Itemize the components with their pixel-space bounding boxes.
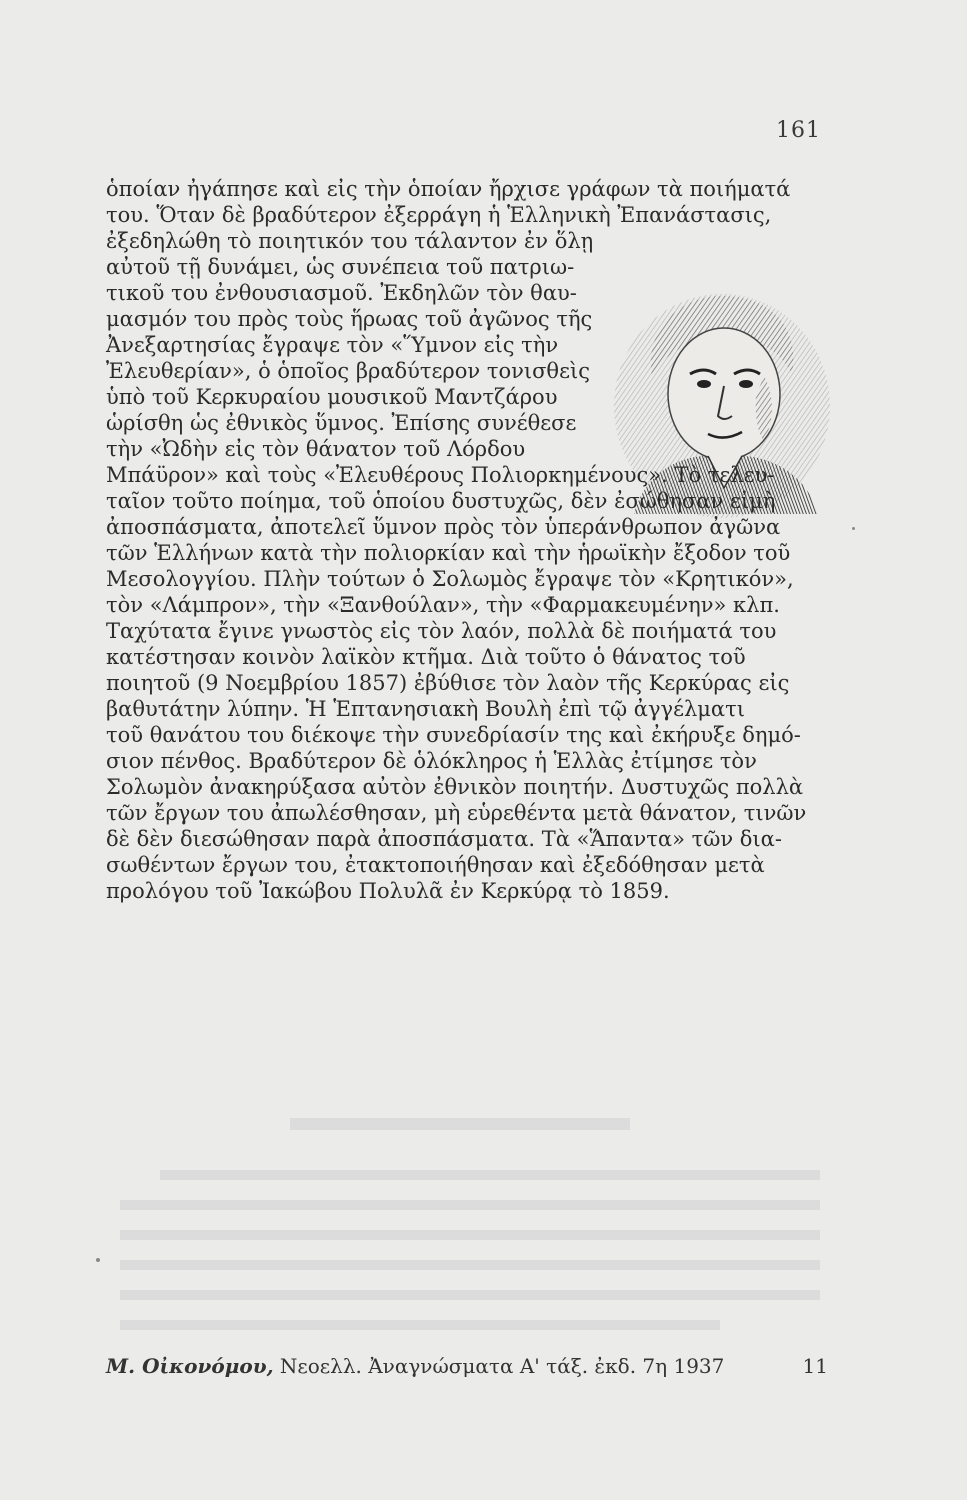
text-line: τῶν ἔργων του ἀπωλέσθησαν, μὴ εὑρεθέντα μετὰ θάνατον, τινῶν xyxy=(106,801,807,825)
text-line: ἀποσπάσματα, ἀποτελεῖ ὕμνον πρὸς τὸν ὑπεράνθρωπον ἀγῶνα xyxy=(106,515,781,539)
text-line: ὡρίσθη ὡς ἐθνικὸς ὕμνος. Ἐπίσης συνέθεσε xyxy=(106,411,577,435)
footer-citation xyxy=(106,1354,724,1378)
signature-number: 11 xyxy=(802,1354,828,1378)
footer-author: Μ. Οἰκονόμου, xyxy=(106,1354,274,1378)
text-line: Ἐλευθερίαν», ὁ ὁποῖος βραδύτερον τονισθεὶς xyxy=(106,359,590,383)
text-line: ἐξεδηλώθη τὸ ποιητικόν του τάλαντον ἐν ὅλῃ xyxy=(106,229,594,253)
text-line: Μεσολογγίου. Πλὴν τούτων ὁ Σολωμὸς ἔγραψε τὸν «Κρητικόν», xyxy=(106,567,794,591)
text-line: Σολωμὸν ἀνακηρύξασα αὐτὸν ἐθνικὸν ποιητήν. Δυστυχῶς πολλὰ xyxy=(106,775,804,799)
paragraph xyxy=(106,176,828,904)
paper-speck xyxy=(96,1258,100,1262)
text-line: ὑπὸ τοῦ Κερκυραίου μουσικοῦ Μαντζάρου xyxy=(106,385,558,409)
paper-speck xyxy=(852,527,855,530)
text-line: Μπάϋρον» καὶ τοὺς «Ἐλευθέρους Πολιορκημένους». Τὸ τελευ- xyxy=(106,463,775,487)
text-line: του. Ὅταν δὲ βραδύτερον ἐξερράγη ἡ Ἑλληνικὴ Ἐπανάστασις, xyxy=(106,203,772,227)
text-line: τῶν Ἑλλήνων κατὰ τὴν πολιορκίαν καὶ τὴν ἡρωϊκὴν ἔξοδον τοῦ xyxy=(106,541,791,565)
text-line: Ταχύτατα ἔγινε γνωστὸς εἰς τὸν λαόν, πολλὰ δὲ ποιήματά του xyxy=(106,619,777,643)
text-line: σωθέντων ἔργων του, ἐτακτοποιήθησαν καὶ ἐξεδόθησαν μετὰ xyxy=(106,853,765,877)
text-line: τικοῦ του ἐνθουσιασμοῦ. Ἐκδηλῶν τὸν θαυ- xyxy=(106,281,577,305)
footer-book: Νεοελλ. Ἀναγνώσματα Α' τάξ. ἐκδ. 7η 1937 xyxy=(279,1354,725,1378)
text-line: βαθυτάτην λύπην. Ἡ Ἑπτανησιακὴ Βουλὴ ἐπὶ τῷ ἀγγέλματι xyxy=(106,697,745,721)
page-number: 161 xyxy=(776,118,821,143)
text-line: τὸν «Λάμπρον», τὴν «Ξανθούλαν», τὴν «Φαρμακευμένην» κλπ. xyxy=(106,593,780,617)
bleed-through-decoration xyxy=(100,1110,860,1350)
text-line: Ἀνεξαρτησίας ἔγραψε τὸν «Ὕμνον εἰς τὴν xyxy=(106,333,559,357)
text-line: προλόγου τοῦ Ἰακώβου Πολυλᾶ ἐν Κερκύρᾳ τὸ 1859. xyxy=(106,879,670,903)
text-line: τοῦ θανάτου του διέκοψε τὴν συνεδρίασίν της καὶ ἐκήρυξε δημό- xyxy=(106,723,801,747)
text-line: σιον πένθος. Βραδύτερον δὲ ὁλόκληρος ἡ Ἑλλὰς ἐτίμησε τὸν xyxy=(106,749,757,773)
text-line: ὁποίαν ἠγάπησε καὶ εἰς τὴν ὁποίαν ἤρχισε γράφων τὰ ποιήματά xyxy=(106,177,791,201)
text-line: μασμόν του πρὸς τοὺς ἥρωας τοῦ ἀγῶνος τῆς xyxy=(106,307,593,331)
text-line: ταῖον τοῦτο ποίημα, τοῦ ὁποίου δυστυχῶς, δὲν ἐσώθησαν εἰμὴ xyxy=(106,489,776,513)
body-text xyxy=(106,176,828,904)
text-line: τὴν «Ὠδὴν εἰς τὸν θάνατον τοῦ Λόρδου xyxy=(106,437,526,461)
text-line: αὐτοῦ τῇ δυνάμει, ὡς συνέπεια τοῦ πατριω- xyxy=(106,255,575,279)
text-line: δὲ δὲν διεσώθησαν παρὰ ἀποσπάσματα. Τὰ «Ἅπαντα» τῶν δια- xyxy=(106,827,782,851)
text-line: ποιητοῦ (9 Νοεμβρίου 1857) ἐβύθισε τὸν λαὸν τῆς Κερκύρας εἰς xyxy=(106,671,790,695)
text-line: κατέστησαν κοινὸν λαϊκὸν κτῆμα. Διὰ τοῦτο ὁ θάνατος τοῦ xyxy=(106,645,746,669)
page-footer xyxy=(106,1354,828,1378)
